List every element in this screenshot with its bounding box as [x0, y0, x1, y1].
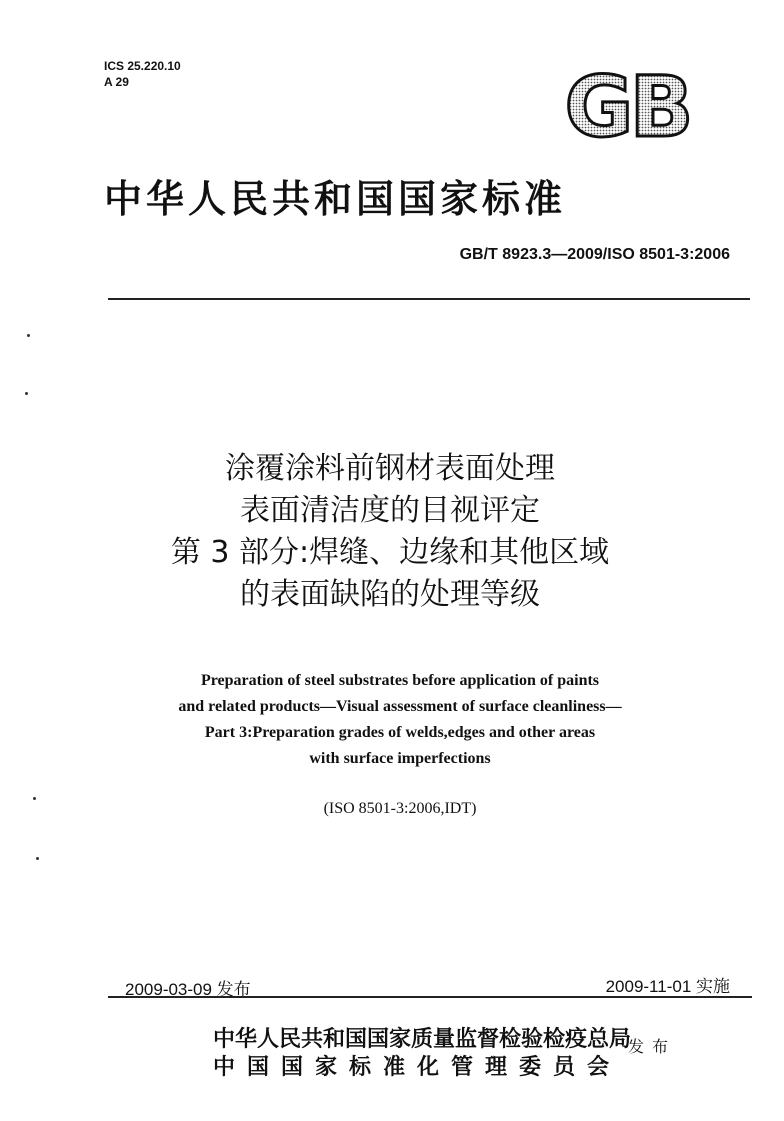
standard-number: GB/T 8923.3—2009/ISO 8501-3:2006 [459, 246, 730, 263]
scan-speck [36, 857, 39, 860]
english-title-line: and related products—Visual assessment of surface cleanliness— [178, 698, 622, 715]
implementation-date: 2009-11-01 实施 [605, 977, 730, 996]
scan-speck [27, 334, 30, 337]
chinese-title-line: 涂覆涂料前钢材表面处理 [225, 451, 555, 486]
chinese-title [100, 448, 680, 616]
chinese-title-line: 第 3 部分:焊缝、边缘和其他区域 [170, 535, 610, 570]
logo-text: GB [564, 66, 690, 142]
gb-logo [548, 66, 706, 142]
publish-label: 发布 [628, 1037, 677, 1056]
footer-divider [108, 996, 752, 998]
ics-code: ICS 25.220.10 [104, 59, 181, 73]
chinese-title-line: 的表面缺陷的处理等级 [240, 577, 540, 612]
ccs-code: A 29 [104, 75, 129, 89]
english-title-line: Part 3:Preparation grades of welds,edges and other areas [204, 724, 596, 741]
scan-speck [25, 392, 28, 395]
scan-speck [33, 797, 36, 800]
english-title [110, 668, 690, 772]
classification-codes [104, 58, 181, 90]
national-standard-title: 中华人民共和国国家标准 [104, 176, 567, 221]
header-divider [108, 298, 750, 300]
chinese-title-line: 表面清洁度的目视评定 [240, 493, 540, 528]
english-title-line: with surface imperfections [309, 750, 491, 767]
issue-date: 2009-03-09 发布 [125, 980, 251, 999]
issuing-agency-sac: 中国国家标准化管理委员会 [213, 1055, 622, 1080]
iso-equivalence: (ISO 8501-3:2006,IDT) [323, 800, 477, 817]
english-title-line: Preparation of steel substrates before application of paints [200, 672, 600, 689]
issuing-agency-aqsiq: 中华人民共和国国家质量监督检验检疫总局 [213, 1027, 632, 1052]
